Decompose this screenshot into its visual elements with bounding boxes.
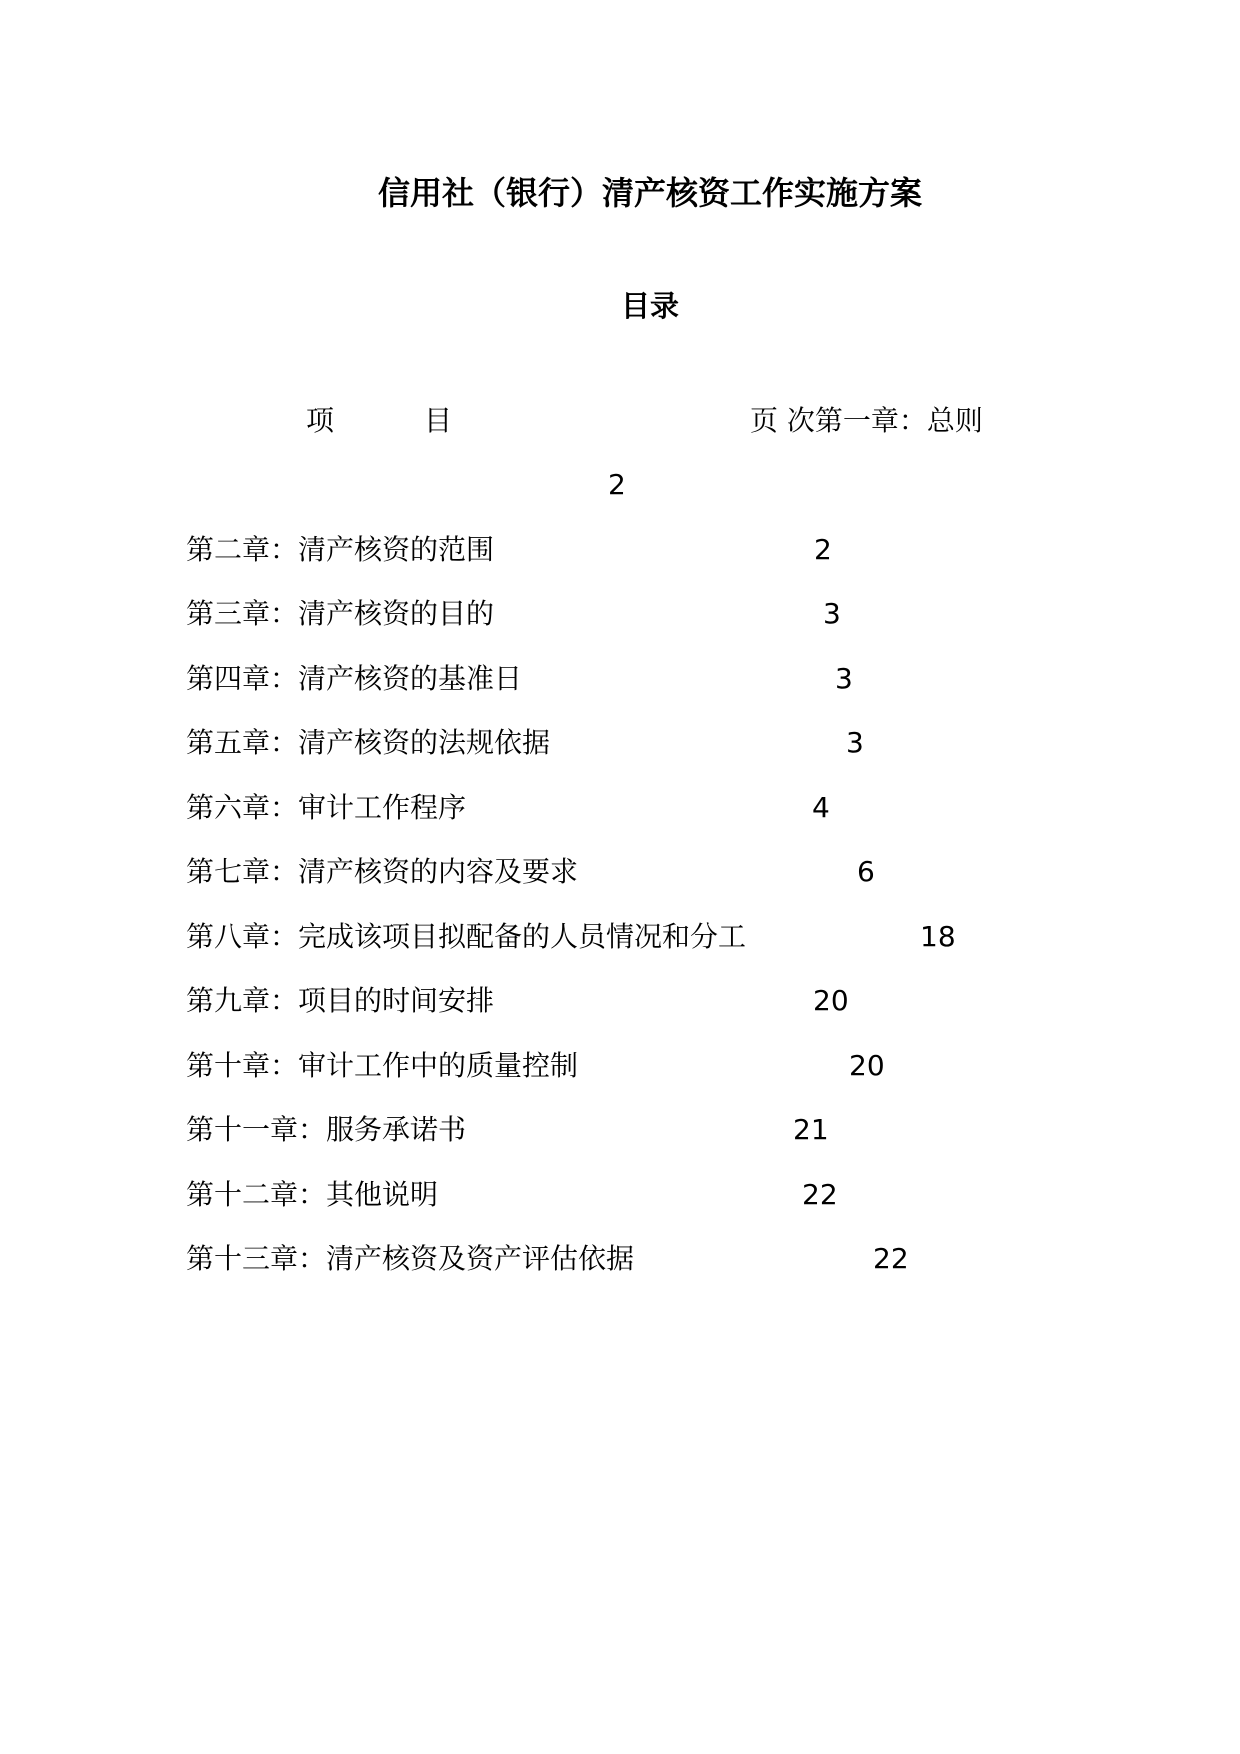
toc-entry-page: 20: [849, 1049, 885, 1082]
toc-heading: 目录: [620, 289, 679, 323]
toc-entry-label: 第七章：清产核资的内容及要求: [186, 855, 579, 888]
toc-entry-page: 21: [793, 1113, 829, 1146]
toc-entry-page: 20: [813, 984, 849, 1017]
toc-entry-label: 第八章：完成该项目拟配备的人员情况和分工: [186, 920, 747, 953]
toc-column-item-1: 项: [306, 404, 335, 437]
toc-entry-label: 第十章：审计工作中的质量控制: [186, 1049, 579, 1082]
toc-entry-label: 第十三章：清产核资及资产评估依据: [186, 1242, 635, 1275]
toc-entry-label: 第五章：清产核资的法规依据: [186, 726, 551, 759]
toc-entry-page: 3: [846, 726, 864, 759]
toc-entry-label: 第十二章：其他说明: [186, 1178, 439, 1211]
toc-entry-page: 3: [823, 597, 841, 630]
toc-chapter-1-page: 2: [608, 468, 626, 501]
document-title: 信用社（银行）清产核资工作实施方案: [377, 174, 922, 212]
toc-entry-page: 3: [835, 662, 853, 695]
toc-entry-page: 4: [812, 791, 830, 824]
toc-entry-page: 22: [802, 1178, 838, 1211]
toc-entry-label: 第九章：项目的时间安排: [186, 984, 495, 1017]
toc-entry-page: 18: [920, 920, 956, 953]
toc-column-item-2: 目: [424, 404, 453, 437]
toc-entry-label: 第十一章：服务承诺书: [186, 1113, 467, 1146]
toc-column-page-and-chapter-1: 页 次第一章：总则: [750, 404, 983, 437]
toc-entry-label: 第四章：清产核资的基准日: [186, 662, 523, 695]
toc-entry-label: 第三章：清产核资的目的: [186, 597, 495, 630]
toc-entry-page: 6: [857, 855, 875, 888]
toc-entry-page: 22: [873, 1242, 909, 1275]
toc-entry-label: 第二章：清产核资的范围: [186, 533, 495, 566]
toc-entry-page: 2: [814, 533, 832, 566]
toc-entry-label: 第六章：审计工作程序: [186, 791, 467, 824]
